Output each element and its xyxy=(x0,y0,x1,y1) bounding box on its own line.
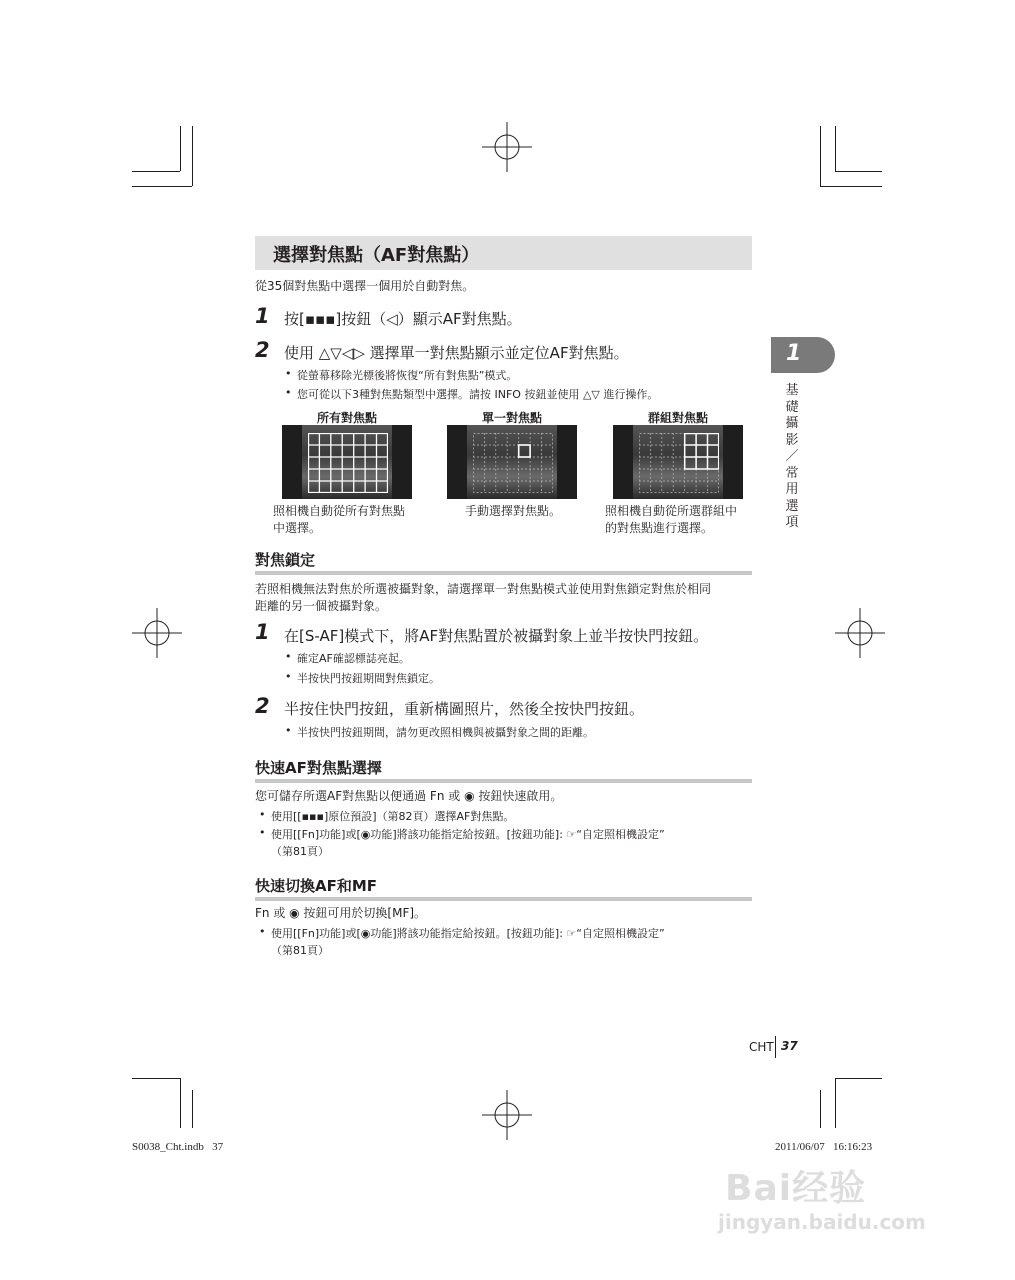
bullet-item: • 使用[[Fn]功能]或[◉功能]將該功能指定給按鈕。[按鈕功能]: ☞“自定照相機設定” xyxy=(271,826,665,842)
crop-mark xyxy=(835,1078,836,1128)
crop-mark xyxy=(180,1078,181,1128)
af-grid-icon xyxy=(639,433,719,493)
single-point-thumbnail xyxy=(447,425,577,499)
all-points-thumbnail xyxy=(282,425,412,499)
mode-label: 所有對焦點 xyxy=(316,411,377,425)
bullet-item: • 半按快門按鈕期間，請勿更改照相機與被攝對象之間的距離。 xyxy=(297,724,594,740)
section-title-bar xyxy=(255,236,752,270)
mode-label: 群組對焦點 xyxy=(647,411,708,425)
focus-lock-intro: 若照相機無法對焦於所選被攝對象，請選擇單一對焦點模式並使用對焦鎖定對焦於相同 距離的另一個被攝對象。 xyxy=(255,582,712,613)
footer-language: CHT xyxy=(749,1040,774,1054)
chapter-tab xyxy=(771,337,835,373)
watermark-logo: Bai经验 xyxy=(725,1168,867,1209)
chapter-number: 1 xyxy=(786,341,802,366)
mode-label: 單一對焦點 xyxy=(481,411,542,425)
group-points-thumbnail xyxy=(613,425,743,499)
bullet-item: • 確定AF確認標誌亮起。 xyxy=(297,650,410,666)
intro-text: 從35個對焦點中選擇一個用於自動對焦。 xyxy=(255,279,475,293)
chapter-title-vertical: 基礎攝影／常用選項 xyxy=(785,383,799,530)
page-title: 選擇對焦點（AF對焦點） xyxy=(273,245,480,266)
footer-divider xyxy=(775,1036,776,1058)
registration-mark-icon xyxy=(835,608,885,658)
step-text: 在[S-AF]模式下，將AF對焦點置於被攝對象上並半按快門按鈕。 xyxy=(284,627,709,645)
crop-mark xyxy=(192,1090,193,1128)
crop-mark xyxy=(132,1078,180,1079)
bullet-item: • 使用[[▪▪▪]原位預設]（第82頁）選擇AF對焦點。 xyxy=(271,808,514,824)
step-number: 2 xyxy=(255,338,270,362)
bullet-continuation: （第81頁） xyxy=(271,944,329,957)
bullet-continuation: （第81頁） xyxy=(271,845,329,858)
step-number: 1 xyxy=(255,620,270,644)
quick-af-intro: 您可儲存所選AF對焦點以便通過 Fn 或 ◉ 按鈕快速啟用。 xyxy=(255,789,563,803)
page-number: 37 xyxy=(781,1039,798,1053)
slug-file: S0038_Cht.indb 37 xyxy=(132,1141,224,1153)
bullet-item: • 從螢幕移除光標後將恢復“所有對焦點”模式。 xyxy=(297,367,517,383)
crop-mark xyxy=(180,126,181,171)
af-grid-icon xyxy=(308,433,388,493)
crop-mark xyxy=(835,126,836,171)
af-grid-icon xyxy=(473,433,553,493)
step-number: 2 xyxy=(255,694,270,718)
crop-mark xyxy=(835,171,882,172)
bullet-item: • 使用[[Fn]功能]或[◉功能]將該功能指定給按鈕。[按鈕功能]: ☞“自定照相機設定” xyxy=(271,925,665,941)
bullet-item: • 您可從以下3種對焦點類型中選擇。請按 INFO 按鈕並使用 △▽ 進行操作。 xyxy=(297,386,658,402)
mode-caption: 照相機自動從所選群組中 的對焦點進行選擇。 xyxy=(605,504,738,535)
mode-caption: 手動選擇對焦點。 xyxy=(465,504,562,518)
mode-caption: 照相機自動從所有對焦點 中選擇。 xyxy=(273,504,406,535)
quick-switch-intro: Fn 或 ◉ 按鈕可用於切換[MF]。 xyxy=(255,906,427,920)
crop-mark xyxy=(132,171,180,172)
crop-mark xyxy=(192,126,193,186)
step-text: 按[▪▪▪]按鈕（◁）顯示AF對焦點。 xyxy=(284,310,522,328)
crop-mark xyxy=(132,186,192,187)
section-heading: 快速切換AF和MF xyxy=(255,875,752,901)
crop-mark xyxy=(820,1090,821,1128)
slug-timestamp: 2011/06/07 16:16:23 xyxy=(775,1141,873,1153)
crop-mark xyxy=(820,186,882,187)
step-number: 1 xyxy=(255,304,270,328)
registration-mark-icon xyxy=(132,608,182,658)
bullet-item: • 半按快門按鈕期間對焦鎖定。 xyxy=(297,670,440,686)
crop-mark xyxy=(835,1078,882,1079)
section-heading: 快速AF對焦點選擇 xyxy=(255,757,752,783)
section-heading: 對焦鎖定 xyxy=(255,549,752,575)
step-text: 半按住快門按鈕，重新構圖照片，然後全按快門按鈕。 xyxy=(284,700,645,718)
step-text: 使用 △▽◁▷ 選擇單一對焦點顯示並定位AF對焦點。 xyxy=(284,344,629,362)
registration-mark-icon xyxy=(482,1090,532,1140)
watermark-url: jingyan.baidu.com xyxy=(718,1210,926,1234)
registration-mark-icon xyxy=(482,122,532,172)
crop-mark xyxy=(820,126,821,186)
